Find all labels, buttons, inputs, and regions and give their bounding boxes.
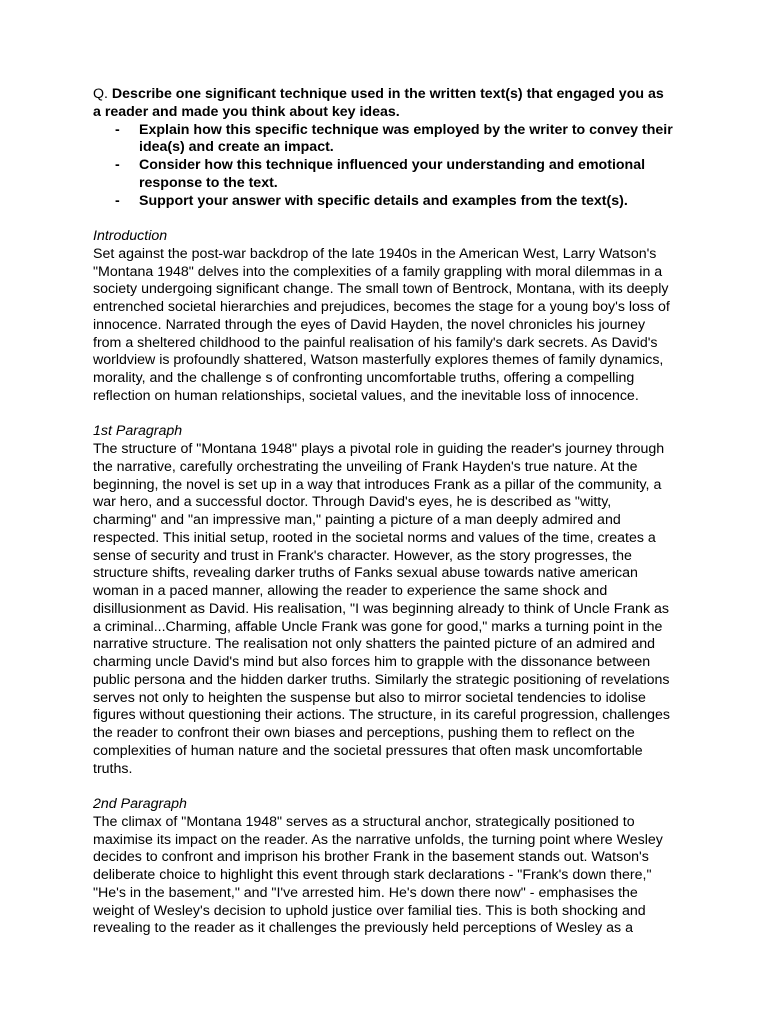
question-prefix: Q. bbox=[93, 86, 108, 102]
question-bullet-text: Consider how this technique influenced your understanding and emotional response to the text. bbox=[139, 157, 646, 191]
paragraph-1-text: The structure of "Montana 1948" plays a pivotal role in guiding the reader's journey through the narrative, carefully orchestrating the unveiling of Frank Hayden's true nature. At the beginning, the novel is set up in a way that introduces Frank as a pillar of the community, a war hero, and a successful doctor. Through David's eyes, he is described as "witty, charming" and "an impressive man," painting a picture of a man deeply admired and respected. This initial setup, rooted in the societal norms and values of the time, creates a sense of security and trust in Frank's character. However, as the story progresses, the structure shifts, revealing darker truths of Fanks sexual abuse towards native american woman in a paced manner, allowing the reader to experience the same shock and disillusionment as David. His realisation, "I was beginning already to think of Uncle Frank as a criminal...Charming, affable Uncle Frank was gone for good," marks a turning point in the narrative structure. The realisation not only shatters the painted picture of an admired and charming uncle David's mind but also forces him to grapple with the dissonance between public persona and the hidden darker truths. Similarly the strategic positioning of revelations serves not only to heighten the suspense but also to mirror societal tendencies to idolise figures without questioning their actions. The structure, in its careful progression, challenges the reader to confront their own biases and perceptions, pushing them to reflect on the complexities of human nature and the societal pressures that often mask uncomfortable truths. bbox=[93, 441, 671, 777]
document-page bbox=[93, 86, 675, 938]
question-bullet-text: Support your answer with specific details and examples from the text(s). bbox=[139, 192, 628, 209]
introduction-heading: Introduction bbox=[93, 228, 168, 244]
question-bullet-list bbox=[93, 122, 675, 211]
question-text: Describe one significant technique used in the written text(s) that engaged you as a reader and made you think about key ideas. bbox=[93, 86, 664, 120]
question-bullet bbox=[93, 157, 675, 193]
paragraph-1-heading: 1st Paragraph bbox=[93, 423, 183, 440]
bullet-dash: - bbox=[115, 157, 120, 173]
paragraph-2-text: The climax of "Montana 1948" serves as a structural anchor, strategically positioned to maximise its impact on the reader. As the narrative unfolds, the turning point where Wesley decides to confront and imprison his brother Frank in the basement stands out. Watson's deliberate choice to highlight this event through stark declarations - "Frank's down there," "He's in the basement," and "I've arrested him. He's down there now" - emphasises the weight of Wesley's decision to uphold justice over familial ties. This is both shocking and revealing to the reader as it challenges the previously held perceptions of Wesley as a bbox=[93, 813, 663, 937]
bullet-dash: - bbox=[115, 192, 120, 209]
question-bullet bbox=[93, 122, 675, 158]
question-bullet-text: Explain how this specific technique was employed by the writer to convey their idea(s) and create an impact. bbox=[139, 121, 673, 156]
question-bullet bbox=[93, 193, 675, 211]
introduction-text: Set against the post-war backdrop of the late 1940s in the American West, Larry Watson's "Montana 1948" delves into the complexities of a family grappling with moral dilemmas in a society undergoing significant change. The small town of Bentrock, Montana, with its deeply entrenched societal hierarchies and prejudices, becomes the stage for a young boy's loss of innocence. Narrated through the eyes of David Hayden, the novel chronicles his journey from a sheltered childhood to the painful realisation of his family's dark secrets. As David's worldview is profoundly shattered, Watson masterfully explores themes of family dynamics, morality, and the challenge s of confronting uncomfortable truths, offering a compelling reflection on human relationships, societal values, and the inevitable loss of innocence. bbox=[93, 245, 670, 404]
paragraph-2-heading: 2nd Paragraph bbox=[93, 796, 187, 812]
question-prompt bbox=[93, 86, 675, 122]
bullet-dash: - bbox=[115, 121, 120, 138]
